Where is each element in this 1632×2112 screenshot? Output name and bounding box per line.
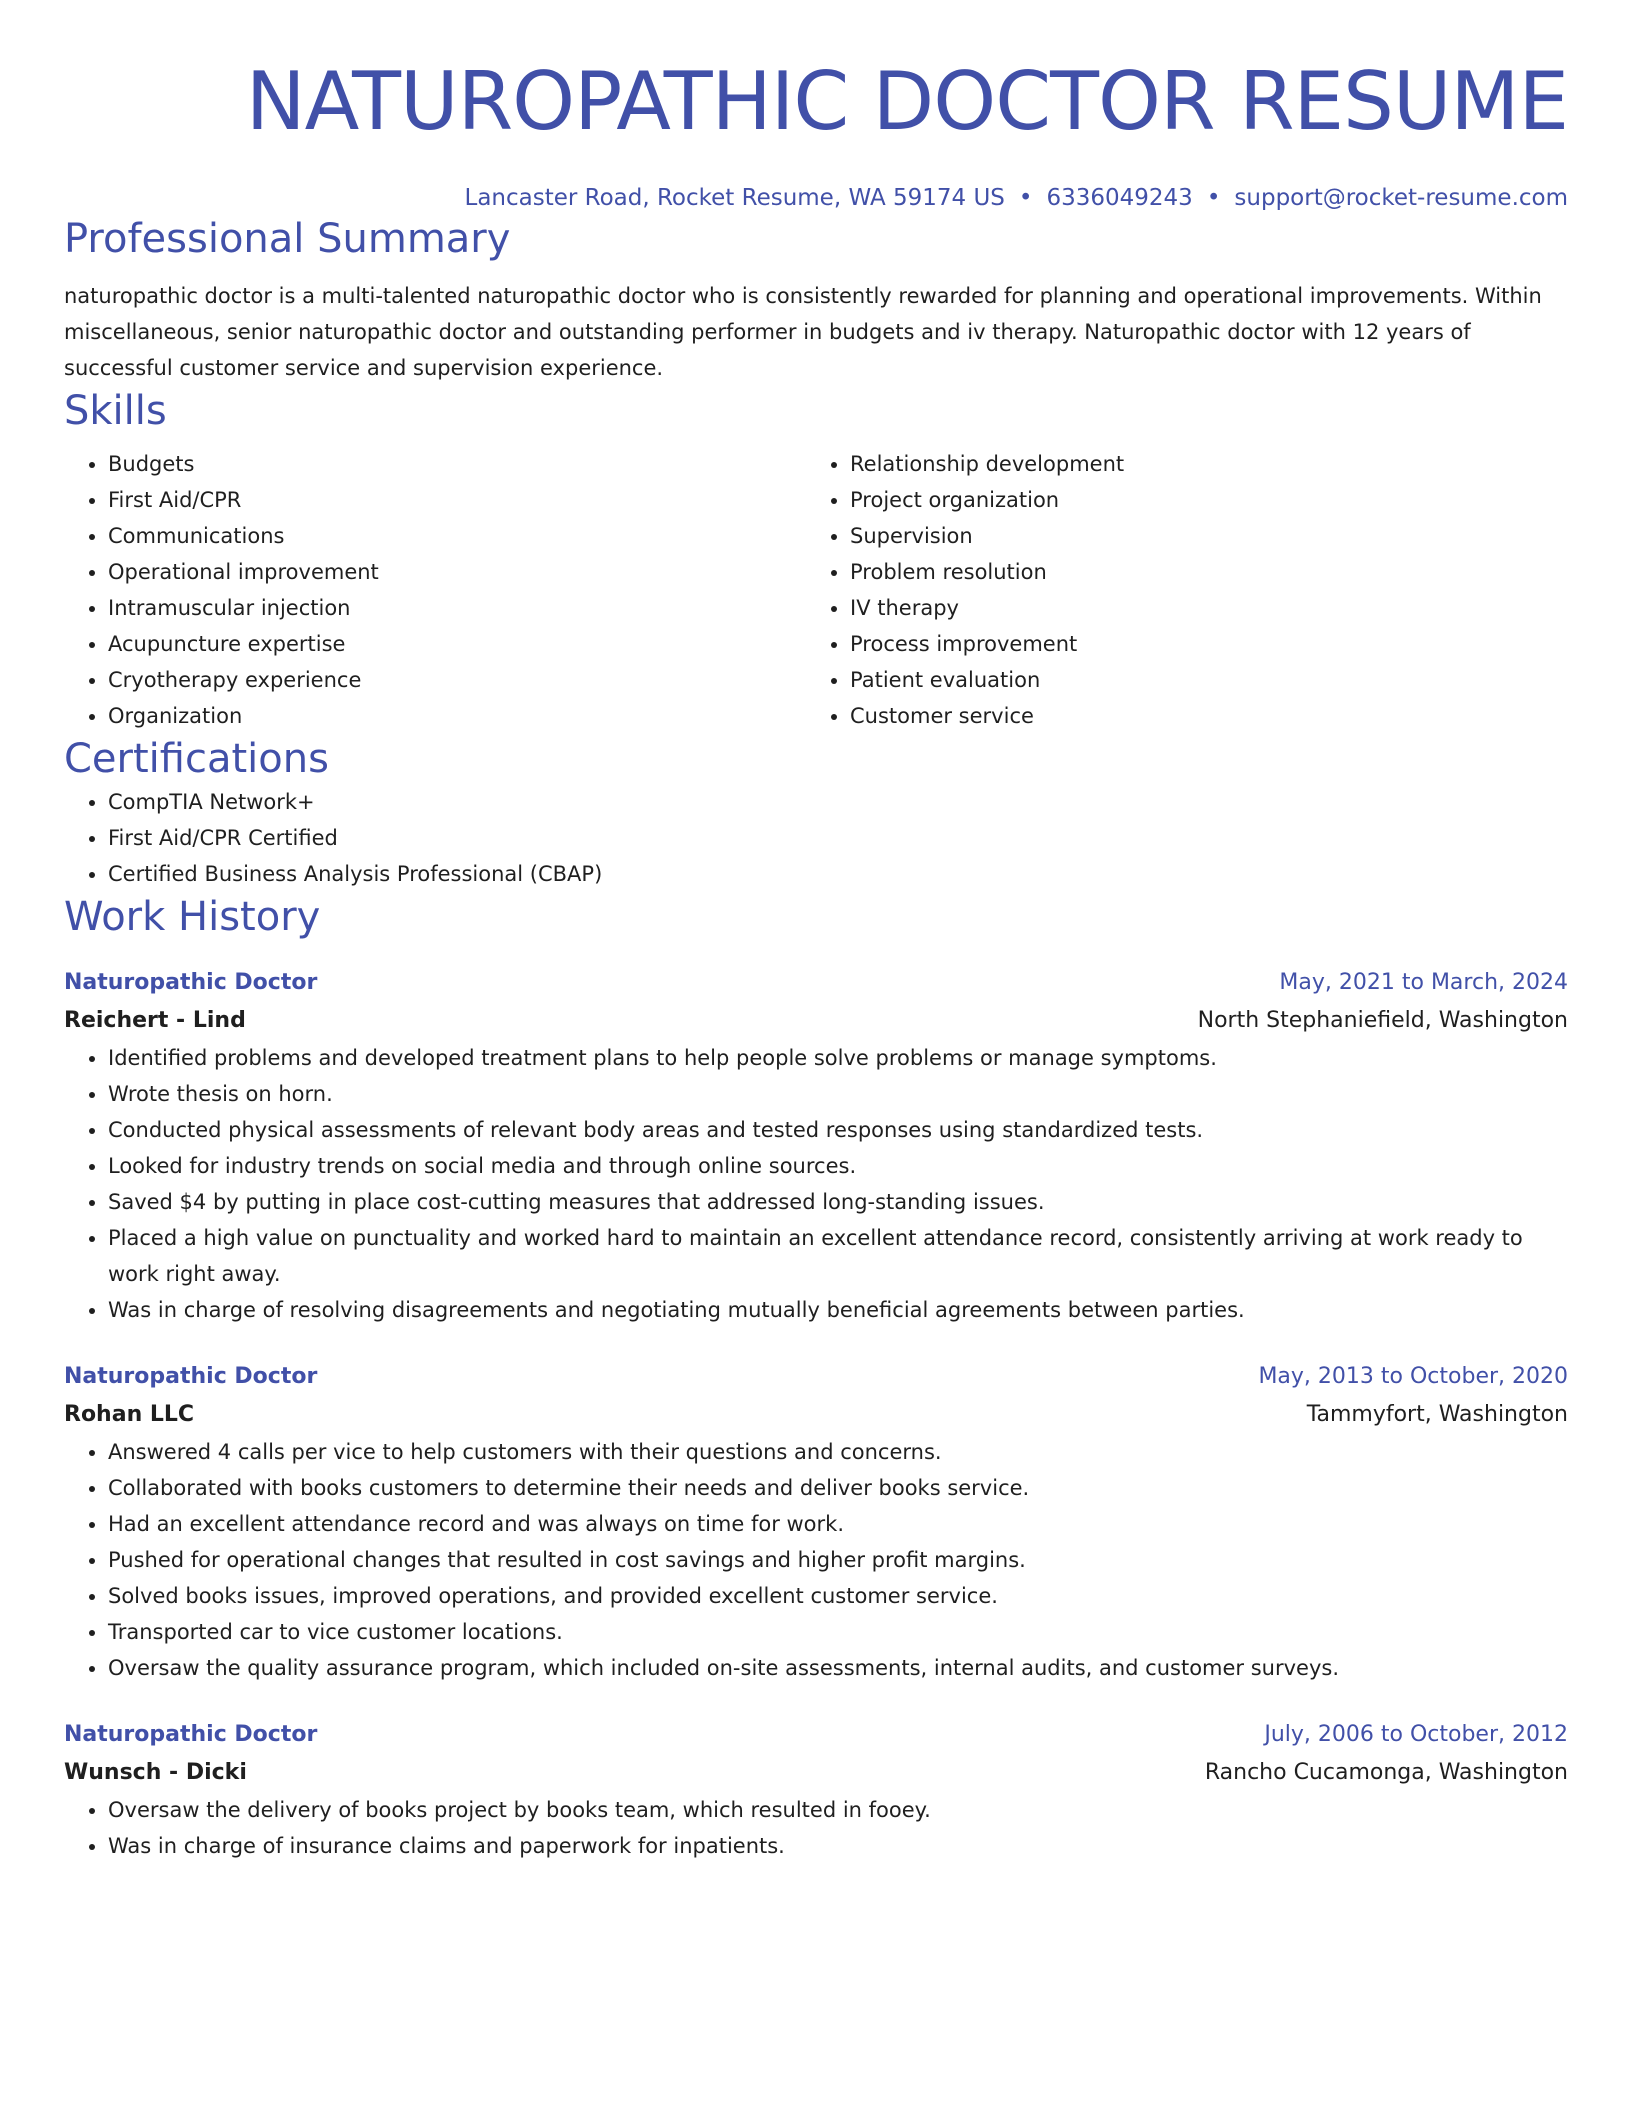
job-bullet: • Answered 4 calls per vice to help customers with their questions and concerns.	[108, 1434, 1568, 1470]
job-bullet: • Wrote thesis on horn.	[108, 1076, 1568, 1112]
skill-item: • Operational improvement	[108, 554, 806, 590]
resume-page	[64, 0, 1568, 1864]
skills-grid	[64, 446, 1568, 734]
job-bullet: • Identified problems and developed treatment plans to help people solve problems or manage symptoms.	[108, 1040, 1568, 1076]
certification-item: • First Aid/CPR Certified	[108, 820, 1568, 856]
job-bullets	[64, 1792, 1568, 1864]
job-entry	[64, 1358, 1568, 1686]
skill-item: • Problem resolution	[850, 554, 1548, 590]
skill-item: • Cryotherapy experience	[108, 662, 806, 698]
certifications-list	[64, 784, 1568, 892]
job-title: Naturopathic Doctor	[64, 970, 318, 995]
job-bullet: • Pushed for operational changes that resulted in cost savings and higher profit margins.	[108, 1542, 1568, 1578]
summary-heading: Professional Summary	[64, 216, 511, 262]
job-dates: May, 2021 to March, 2024	[1279, 970, 1568, 995]
skill-item: • First Aid/CPR	[108, 482, 806, 518]
job-bullets	[64, 1434, 1568, 1686]
summary-text: naturopathic doctor is a multi-talented naturopathic doctor who is consistently rewarded for planning and operational improvements. Within miscellaneous, senior naturopathic doctor and outstanding performer in budgets and iv therapy. Naturopathic doctor with 12 years of successful customer service and supervision experience.	[64, 284, 1542, 380]
skill-item: • Budgets	[108, 446, 806, 482]
job-dates: May, 2013 to October, 2020	[1258, 1364, 1568, 1389]
job-bullet: • Oversaw the quality assurance program, which included on-site assessments, internal audits, and customer surveys.	[108, 1650, 1568, 1686]
job-bullet: • Conducted physical assessments of relevant body areas and tested responses using standardized tests.	[108, 1112, 1568, 1148]
skill-item: • Communications	[108, 518, 806, 554]
job-company-row	[64, 1754, 1568, 1792]
job-header-row	[64, 964, 1568, 1002]
job-bullet: • Was in charge of insurance claims and paperwork for inpatients.	[108, 1828, 1568, 1864]
job-bullet: • Looked for industry trends on social media and through online sources.	[108, 1148, 1568, 1184]
skills-heading: Skills	[64, 388, 167, 434]
job-bullets	[64, 1040, 1568, 1328]
skills-list-left	[64, 446, 806, 734]
job-title: Naturopathic Doctor	[64, 1364, 318, 1389]
job-company-row	[64, 1396, 1568, 1434]
job-bullet: • Solved books issues, improved operations, and provided excellent customer service.	[108, 1578, 1568, 1614]
skill-item: • IV therapy	[850, 590, 1548, 626]
contact-address: Lancaster Road, Rocket Resume, WA 59174 US	[464, 185, 1005, 211]
skill-item: • Relationship development	[850, 446, 1548, 482]
certification-item: • CompTIA Network+	[108, 784, 1568, 820]
job-header-row	[64, 1358, 1568, 1396]
job-entry	[64, 1716, 1568, 1864]
job-company: Wunsch - Dicki	[64, 1760, 247, 1785]
job-title: Naturopathic Doctor	[64, 1722, 318, 1747]
job-location: Tammyfort, Washington	[1306, 1402, 1568, 1427]
contact-separator: •	[1018, 185, 1033, 211]
job-bullet: • Was in charge of resolving disagreements and negotiating mutually beneficial agreements between parties.	[108, 1292, 1568, 1328]
skill-item: • Intramuscular injection	[108, 590, 806, 626]
job-bullet: • Placed a high value on punctuality and worked hard to maintain an excellent attendance record, consistently arriving at work ready to work right away.	[108, 1220, 1568, 1292]
skills-column-left	[64, 446, 806, 734]
skill-item: • Project organization	[850, 482, 1548, 518]
job-entry	[64, 964, 1568, 1328]
job-location: North Stephaniefield, Washington	[1197, 1008, 1568, 1033]
skills-column-right	[806, 446, 1548, 734]
certifications-heading: Certifications	[64, 736, 329, 782]
skill-item: • Process improvement	[850, 626, 1548, 662]
skill-item: • Acupuncture expertise	[108, 626, 806, 662]
skill-item: • Organization	[108, 698, 806, 734]
skill-item: • Customer service	[850, 698, 1548, 734]
job-company: Rohan LLC	[64, 1402, 195, 1427]
contact-phone: 6336049243	[1046, 185, 1193, 211]
skill-item: • Patient evaluation	[850, 662, 1548, 698]
job-header-row	[64, 1716, 1568, 1754]
job-bullet: • Had an excellent attendance record and was always on time for work.	[108, 1506, 1568, 1542]
skill-item: • Supervision	[850, 518, 1548, 554]
job-dates: July, 2006 to October, 2012	[1264, 1722, 1568, 1747]
work-history-heading: Work History	[64, 894, 321, 940]
job-bullet: • Oversaw the delivery of books project by books team, which resulted in fooey.	[108, 1792, 1568, 1828]
job-company: Reichert - Lind	[64, 1008, 246, 1033]
certification-item: • Certified Business Analysis Professional (CBAP)	[108, 856, 1568, 892]
contact-line	[64, 182, 1568, 214]
job-bullet: • Saved $4 by putting in place cost-cutting measures that addressed long-standing issues.	[108, 1184, 1568, 1220]
skills-list-right	[806, 446, 1548, 734]
job-bullet: • Collaborated with books customers to determine their needs and deliver books service.	[108, 1470, 1568, 1506]
contact-email: support@rocket-resume.com	[1234, 185, 1568, 211]
job-bullet: • Transported car to vice customer locations.	[108, 1614, 1568, 1650]
contact-separator: •	[1206, 185, 1221, 211]
job-location: Rancho Cucamonga, Washington	[1204, 1760, 1568, 1785]
job-company-row	[64, 1002, 1568, 1040]
resume-title: NATUROPATHIC DOCTOR RESUME	[245, 55, 1568, 148]
